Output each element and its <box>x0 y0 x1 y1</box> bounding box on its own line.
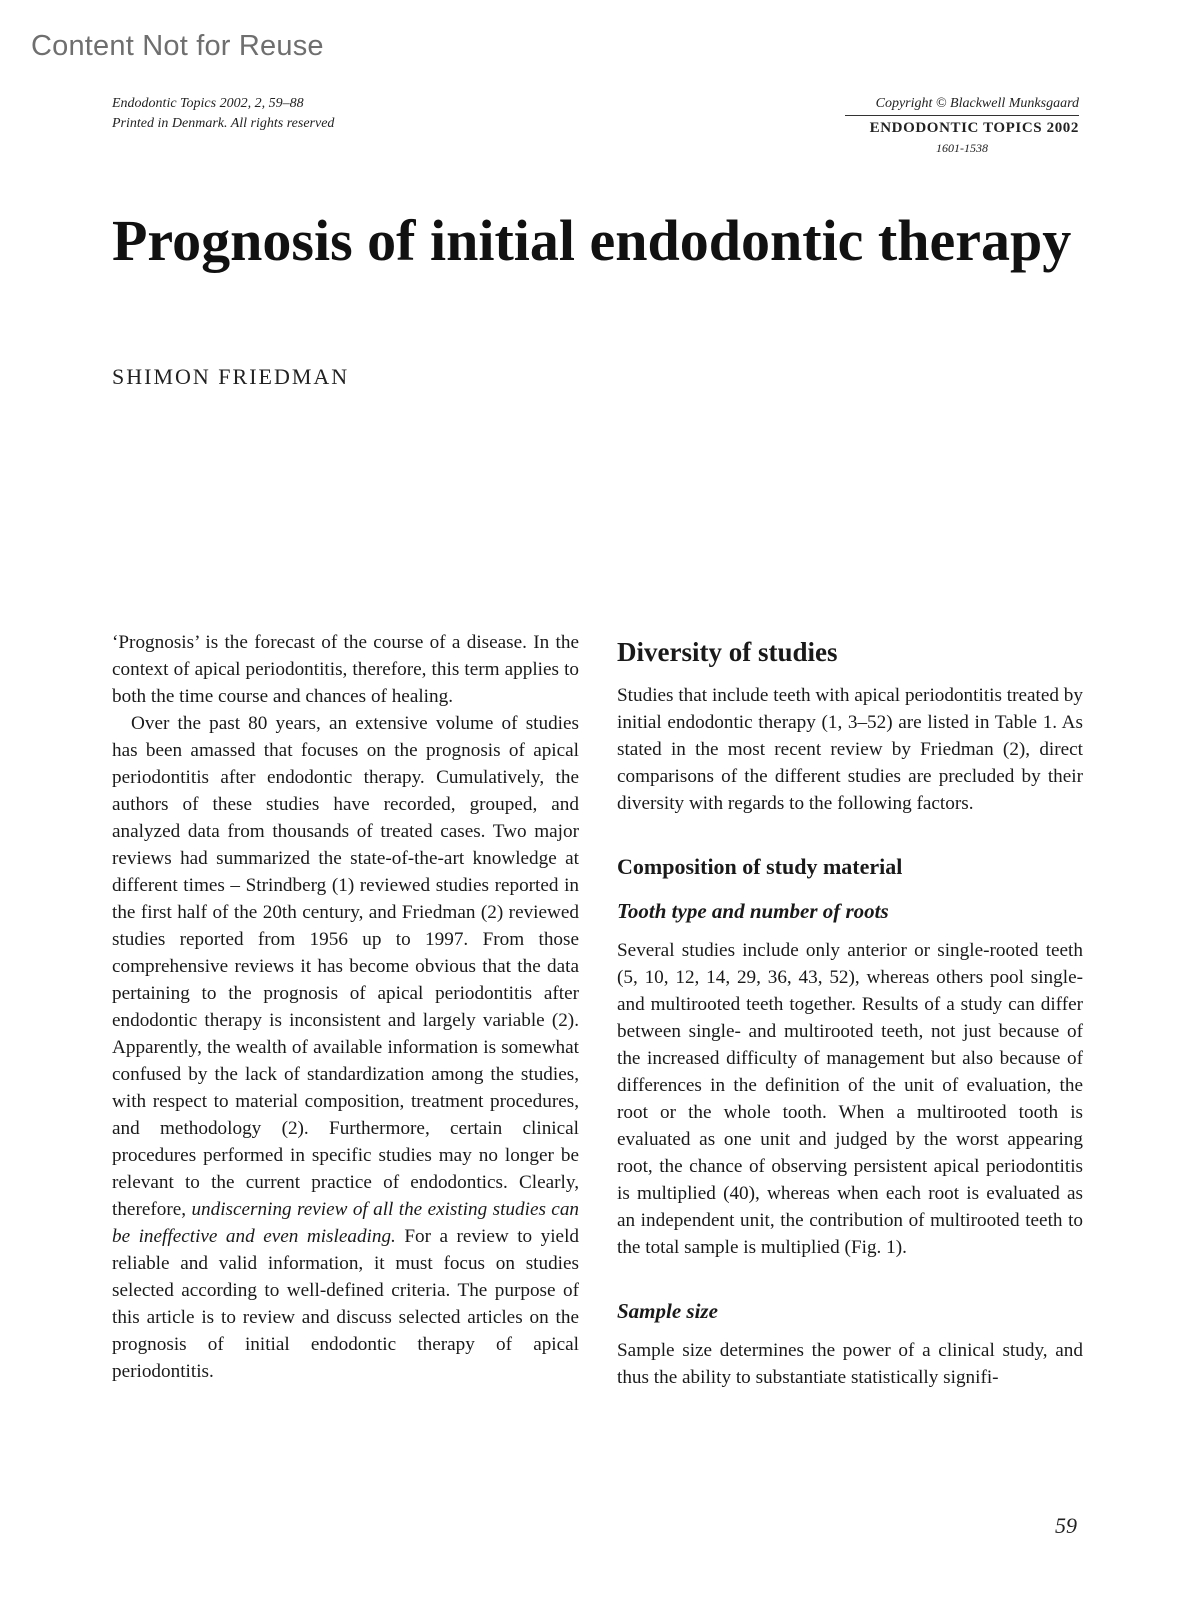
sample-size-heading: Sample size <box>617 1299 718 1323</box>
intro-column <box>112 629 579 1385</box>
tooth-type-paragraph: Several studies include only anterior or single-rooted teeth (5, 10, 12, 14, 29, 36, 43, 52), whereas others pool single- and multirooted teeth together. Results of a study can differ between single- and multirooted teeth, not just because of the increased difficulty of management but also because of differences in the definition of the unit of evaluation, the root or the whole tooth. When a multirooted tooth is evaluated as one unit and judged by the worst appearing root, the chance of observing persistent apical periodontitis is multiplied (40), whereas when each root is evaluated as an independent unit, the contribution of multirooted teeth to the total sample is multiplied (Fig. 1). <box>617 940 1083 1258</box>
right-column <box>617 636 1083 1391</box>
sample-size-paragraph: Sample size determines the power of a clinical study, and thus the ability to substantiate statistically signifi- <box>617 1340 1083 1388</box>
diversity-heading: Diversity of studies <box>617 637 838 667</box>
intro-paragraph-1: ‘Prognosis’ is the forecast of the course of a disease. In the context of apical periodontitis, therefore, this term applies to both the time course and chances of healing. <box>112 632 579 707</box>
tooth-type-heading: Tooth type and number of roots <box>617 899 889 923</box>
printed-in-note: Printed in Denmark. All rights reserved <box>112 116 335 131</box>
intro-paragraph-2 <box>112 710 579 1385</box>
composition-heading: Composition of study material <box>617 854 903 879</box>
intro-emphasis: undiscerning review of all the existing studies can be ineffective and even misleading. <box>112 1199 580 1247</box>
article-title: Prognosis of initial endodontic therapy <box>112 208 1072 273</box>
watermark: Content Not for Reuse <box>31 30 324 62</box>
journal-citation-block <box>112 94 334 134</box>
intro-paragraph-2-part-b: For a review to yield reliable and valid information, it must focus on studies selected according to well-defined criteria. The purpose of this article is to review and discuss selected articles on the prognosis of initial endodontic therapy of apical periodontitis. <box>112 1226 580 1382</box>
header-divider <box>845 115 1079 116</box>
issn: 1601-1538 <box>936 141 988 155</box>
diversity-paragraph: Studies that include teeth with apical periodontitis treated by initial endodontic therapy (1, 3–52) are listed in Table 1. As stated in the most recent review by Friedman (2), direct comparisons of the different studies are precluded by their diversity with regards to the following factors. <box>617 685 1083 814</box>
copyright-line: Copyright © Blackwell Munksgaard <box>875 96 1079 111</box>
article-author: SHIMON FRIEDMAN <box>112 364 350 389</box>
journal-citation: Endodontic Topics 2002, 2, 59–88 <box>112 96 304 111</box>
page-number: 59 <box>1055 1513 1077 1538</box>
intro-paragraph-2-part-a: Over the past 80 years, an extensive volume of studies has been amassed that focuses on the prognosis of apical periodontitis after endodontic therapy. Cumulatively, the authors of these studies have recorded, grouped, and analyzed data from thousands of treated cases. Two major reviews had summarized the state-of-the-art knowledge at different times – Strindberg (1) reviewed studies reported in the first half of the 20th century, and Friedman (2) reviewed studies reported from 1956 up to 1997. From those comprehensive reviews it has become obvious that the data pertaining to the prognosis of apical periodontitis after endodontic therapy is inconsistent and largely variable (2). Apparently, the wealth of available information is somewhat confused by the lack of standardization among the studies, with respect to material composition, treatment procedures, and methodology (2). Furthermore, certain clinical procedures performed in specific studies may no longer be relevant to the current practice of endodontics. Clearly, therefore, <box>112 713 579 1220</box>
journal-name: ENDODONTIC TOPICS 2002 <box>869 120 1079 136</box>
copyright-block <box>845 94 1079 157</box>
